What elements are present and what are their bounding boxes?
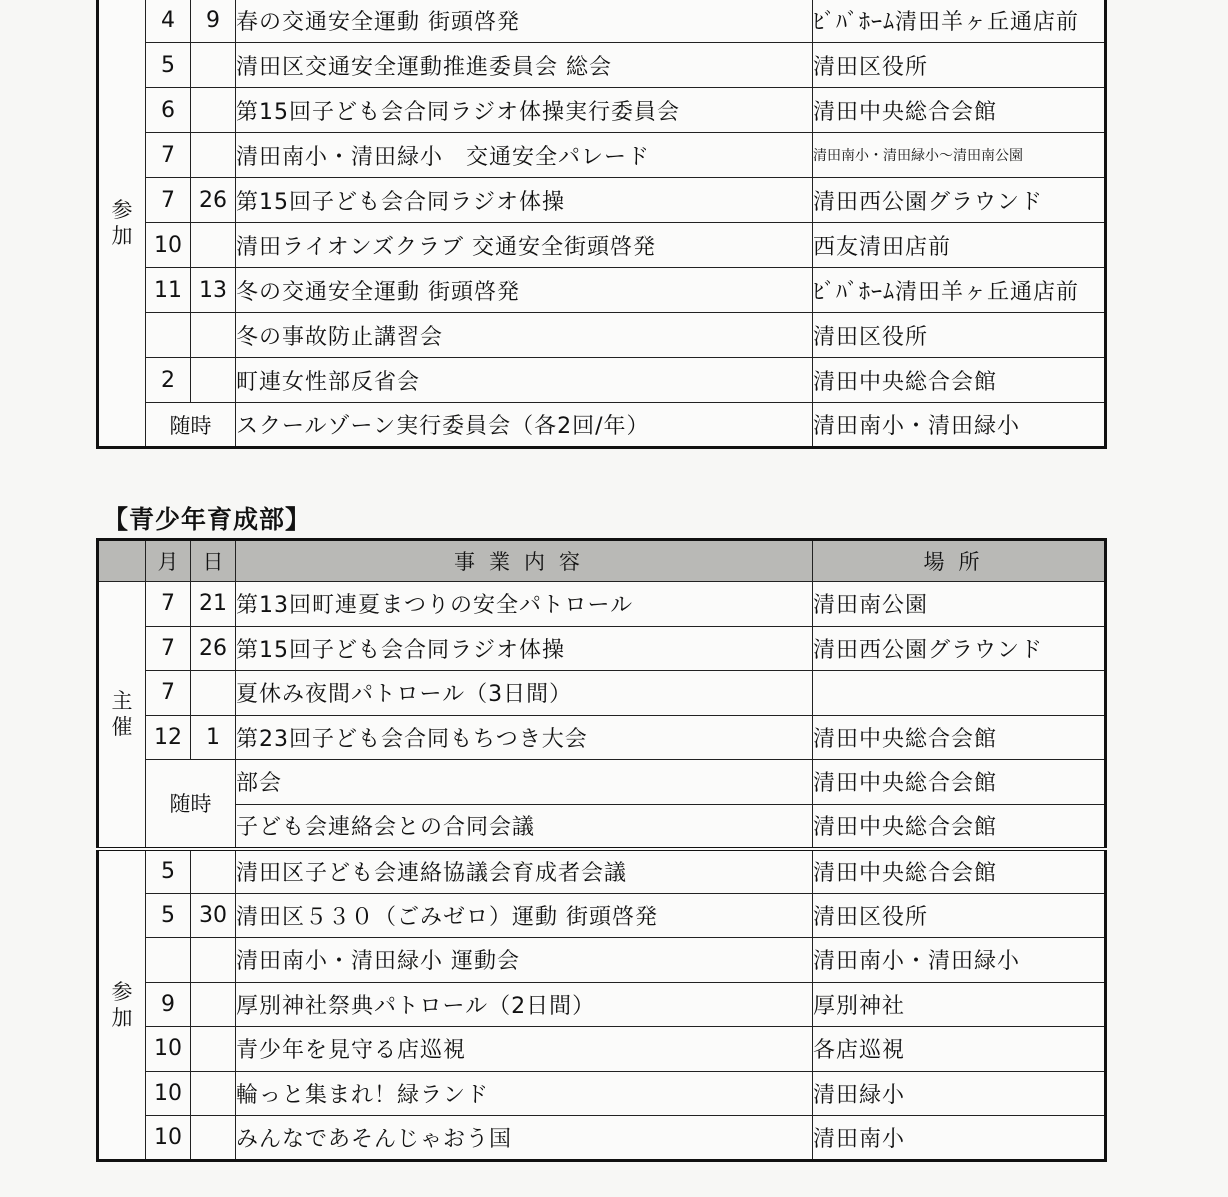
event-cell: 子ども会連絡会との合同会議 — [236, 804, 813, 849]
youth-schedule-table — [96, 538, 1107, 1162]
month-cell: 7 — [146, 178, 191, 223]
day-cell: 1 — [191, 715, 236, 760]
event-cell: スクールゾーン実行委員会（各2回/年） — [236, 403, 813, 448]
place-cell: 清田中央総合会館 — [813, 760, 1106, 805]
month-cell — [146, 313, 191, 358]
event-cell: 町連女性部反省会 — [236, 358, 813, 403]
table-row — [98, 1116, 1106, 1161]
header-place: 場所 — [813, 540, 1106, 582]
day-cell: 13 — [191, 268, 236, 313]
place-cell: 清田区役所 — [813, 893, 1106, 938]
table-header — [98, 540, 1106, 582]
table-row — [98, 268, 1106, 313]
header-month: 月 — [146, 540, 191, 582]
month-cell: 9 — [146, 982, 191, 1027]
event-cell: 第23回子ども会合同もちつき大会 — [236, 715, 813, 760]
day-cell: 21 — [191, 582, 236, 627]
day-cell — [191, 849, 236, 894]
place-cell: 清田緑小 — [813, 1071, 1106, 1116]
place-cell: 厚別神社 — [813, 982, 1106, 1027]
day-cell — [191, 43, 236, 88]
category-participation: 参 加 — [98, 849, 146, 1161]
table-row — [98, 938, 1106, 983]
event-cell: 春の交通安全運動 街頭啓発 — [236, 0, 813, 43]
event-cell: 青少年を見守る店巡視 — [236, 1027, 813, 1072]
month-cell: 2 — [146, 358, 191, 403]
table-row — [98, 804, 1106, 849]
event-cell: みんなであそんじゃおう国 — [236, 1116, 813, 1161]
table-row — [98, 403, 1106, 448]
place-cell: 清田西公園グラウンド — [813, 626, 1106, 671]
event-cell: 夏休み夜間パトロール（3日間） — [236, 671, 813, 716]
as-needed-cell: 随時 — [146, 760, 236, 849]
table-row — [98, 715, 1106, 760]
header-blank — [98, 540, 146, 582]
event-cell: 冬の交通安全運動 街頭啓発 — [236, 268, 813, 313]
day-cell — [191, 938, 236, 983]
day-cell — [191, 671, 236, 716]
month-cell — [146, 938, 191, 983]
place-cell: 清田南小・清田緑小～清田南公園 — [813, 133, 1106, 178]
month-cell: 10 — [146, 223, 191, 268]
event-cell: 清田南小・清田緑小 交通安全パレード — [236, 133, 813, 178]
table-row — [98, 626, 1106, 671]
day-cell — [191, 1027, 236, 1072]
table-row — [98, 43, 1106, 88]
day-cell — [191, 982, 236, 1027]
month-cell: 7 — [146, 671, 191, 716]
place-cell: 各店巡視 — [813, 1027, 1106, 1072]
as-needed-cell: 随時 — [146, 403, 236, 448]
place-cell: 清田南小 — [813, 1116, 1106, 1161]
category-host: 主 催 — [98, 582, 146, 849]
table-row — [98, 582, 1106, 627]
place-cell: 清田中央総合会館 — [813, 358, 1106, 403]
day-cell — [191, 1071, 236, 1116]
day-cell: 26 — [191, 178, 236, 223]
event-cell: 部会 — [236, 760, 813, 805]
header-day: 日 — [191, 540, 236, 582]
traffic-table-body — [98, 0, 1106, 448]
place-cell: 清田南公園 — [813, 582, 1106, 627]
day-cell: 26 — [191, 626, 236, 671]
event-cell: 第15回子ども会合同ラジオ体操 — [236, 178, 813, 223]
month-cell: 10 — [146, 1027, 191, 1072]
event-cell: 第13回町連夏まつりの安全パトロール — [236, 582, 813, 627]
table-row — [98, 849, 1106, 894]
event-cell: 清田区交通安全運動推進委員会 総会 — [236, 43, 813, 88]
table-row — [98, 0, 1106, 43]
event-cell: 輪っと集まれ！緑ランド — [236, 1071, 813, 1116]
place-cell: 清田南小・清田緑小 — [813, 938, 1106, 983]
place-cell: 清田中央総合会館 — [813, 804, 1106, 849]
event-cell: 第15回子ども会合同ラジオ体操実行委員会 — [236, 88, 813, 133]
place-cell: 清田区役所 — [813, 313, 1106, 358]
place-cell: 清田中央総合会館 — [813, 849, 1106, 894]
day-cell — [191, 358, 236, 403]
month-cell: 7 — [146, 133, 191, 178]
event-cell: 清田ライオンズクラブ 交通安全街頭啓発 — [236, 223, 813, 268]
table-row — [98, 313, 1106, 358]
month-cell: 4 — [146, 0, 191, 43]
youth-table-body — [98, 582, 1106, 1161]
month-cell: 11 — [146, 268, 191, 313]
table-row — [98, 760, 1106, 805]
day-cell: 9 — [191, 0, 236, 43]
table-row — [98, 88, 1106, 133]
month-cell: 5 — [146, 849, 191, 894]
event-cell: 清田区子ども会連絡協議会育成者会議 — [236, 849, 813, 894]
table-row — [98, 178, 1106, 223]
month-cell: 7 — [146, 582, 191, 627]
category-participation: 参 加 — [98, 0, 146, 448]
table-row — [98, 982, 1106, 1027]
place-cell: ﾋﾞﾊﾞﾎｰﾑ清田羊ヶ丘通店前 — [813, 0, 1106, 43]
table-row — [98, 223, 1106, 268]
day-cell — [191, 223, 236, 268]
month-cell: 5 — [146, 43, 191, 88]
day-cell: 30 — [191, 893, 236, 938]
place-cell: 清田南小・清田緑小 — [813, 403, 1106, 448]
table-row — [98, 893, 1106, 938]
event-cell: 清田区５３０（ごみゼロ）運動 街頭啓発 — [236, 893, 813, 938]
place-cell: ﾋﾞﾊﾞﾎｰﾑ清田羊ヶ丘通店前 — [813, 268, 1106, 313]
place-cell: 清田西公園グラウンド — [813, 178, 1106, 223]
place-cell — [813, 671, 1106, 716]
place-cell: 清田中央総合会館 — [813, 715, 1106, 760]
event-cell: 第15回子ども会合同ラジオ体操 — [236, 626, 813, 671]
month-cell: 10 — [146, 1071, 191, 1116]
month-cell: 12 — [146, 715, 191, 760]
traffic-schedule-table — [96, 0, 1107, 449]
table-row — [98, 671, 1106, 716]
section-title-youth: 【青少年育成部】 — [103, 505, 312, 534]
day-cell — [191, 133, 236, 178]
day-cell — [191, 313, 236, 358]
day-cell — [191, 1116, 236, 1161]
event-cell: 清田南小・清田緑小 運動会 — [236, 938, 813, 983]
place-cell: 清田区役所 — [813, 43, 1106, 88]
month-cell: 6 — [146, 88, 191, 133]
table-row — [98, 358, 1106, 403]
month-cell: 5 — [146, 893, 191, 938]
table-row — [98, 1071, 1106, 1116]
month-cell: 7 — [146, 626, 191, 671]
table-row — [98, 1027, 1106, 1072]
header-event: 事業内容 — [236, 540, 813, 582]
event-cell: 冬の事故防止講習会 — [236, 313, 813, 358]
event-cell: 厚別神社祭典パトロール（2日間） — [236, 982, 813, 1027]
table-row — [98, 133, 1106, 178]
place-cell: 西友清田店前 — [813, 223, 1106, 268]
place-cell: 清田中央総合会館 — [813, 88, 1106, 133]
month-cell: 10 — [146, 1116, 191, 1161]
day-cell — [191, 88, 236, 133]
